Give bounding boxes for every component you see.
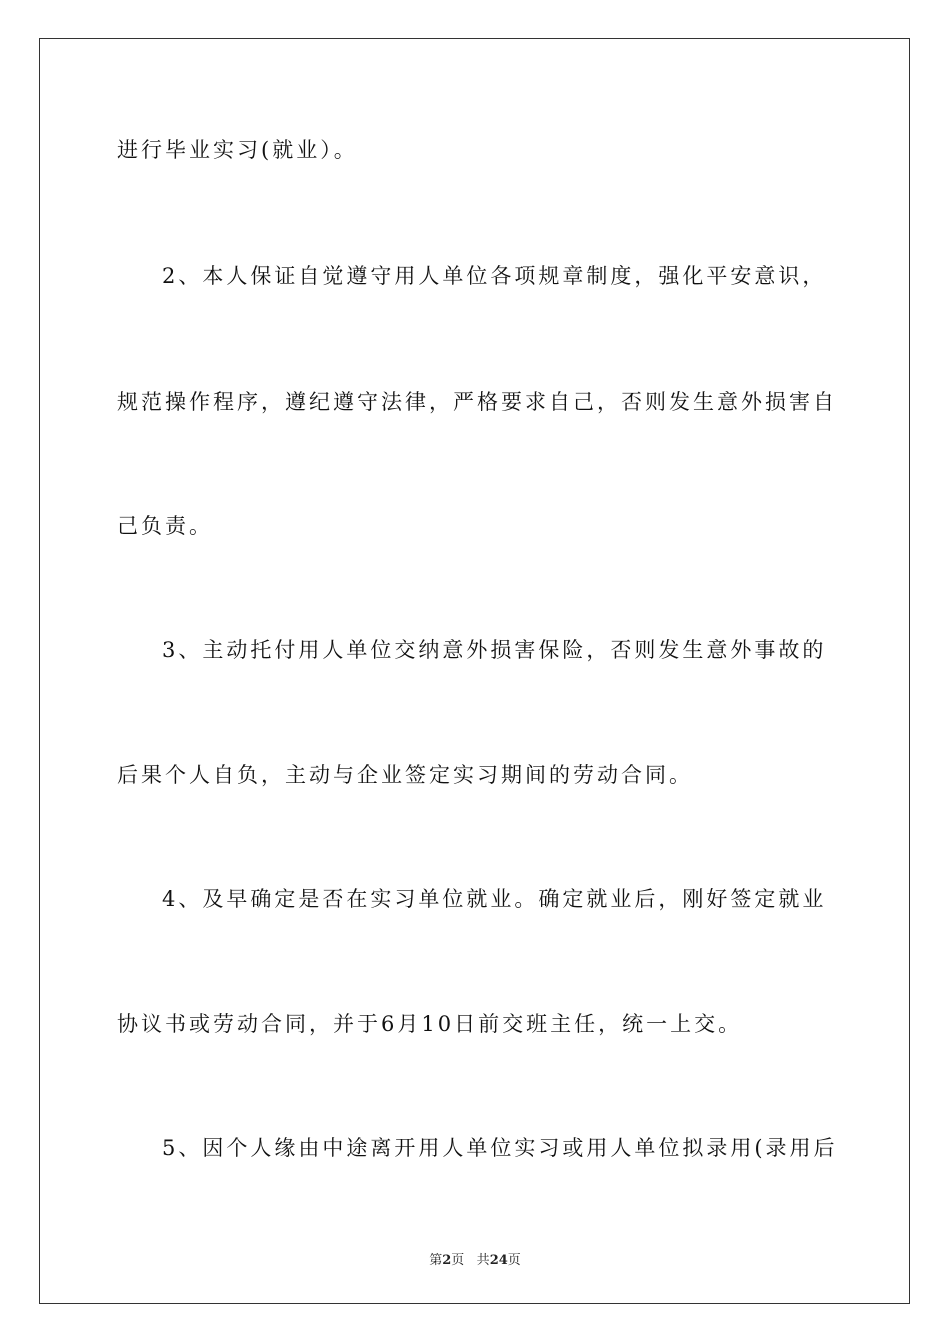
text-line-3: 规范操作程序，遵纪遵守法律，严格要求自己，否则发生意外损害自 xyxy=(117,390,837,414)
text-line-1: 进行毕业实习(就业）。 xyxy=(117,138,358,162)
total-prefix: 共 xyxy=(476,1253,490,1268)
text-line-7: 4、及早确定是否在实习单位就业。确定就业后，刚好签定就业 xyxy=(162,887,827,911)
page-footer xyxy=(0,1249,950,1268)
text-line-9: 5、因个人缘由中途离开用人单位实习或用人单位拟录用(录用后 xyxy=(162,1136,838,1160)
page-suffix: 页 xyxy=(451,1253,465,1268)
text-line-4: 己负责。 xyxy=(117,514,213,538)
text-line-6: 后果个人自负，主动与企业签定实习期间的劳动合同。 xyxy=(117,763,693,787)
text-line-2: 2、本人保证自觉遵守用人单位各项规章制度，强化平安意识， xyxy=(162,264,827,288)
text-line-5: 3、主动托付用人单位交纳意外损害保险，否则发生意外事故的 xyxy=(162,638,827,662)
page-number: 2 xyxy=(442,1253,452,1268)
page-border xyxy=(39,38,910,1304)
total-pages: 24 xyxy=(489,1253,508,1268)
total-suffix: 页 xyxy=(507,1253,521,1268)
page-prefix: 第 xyxy=(429,1253,443,1268)
text-line-8: 协议书或劳动合同，并于6月10日前交班主任，统一上交。 xyxy=(117,1012,743,1036)
